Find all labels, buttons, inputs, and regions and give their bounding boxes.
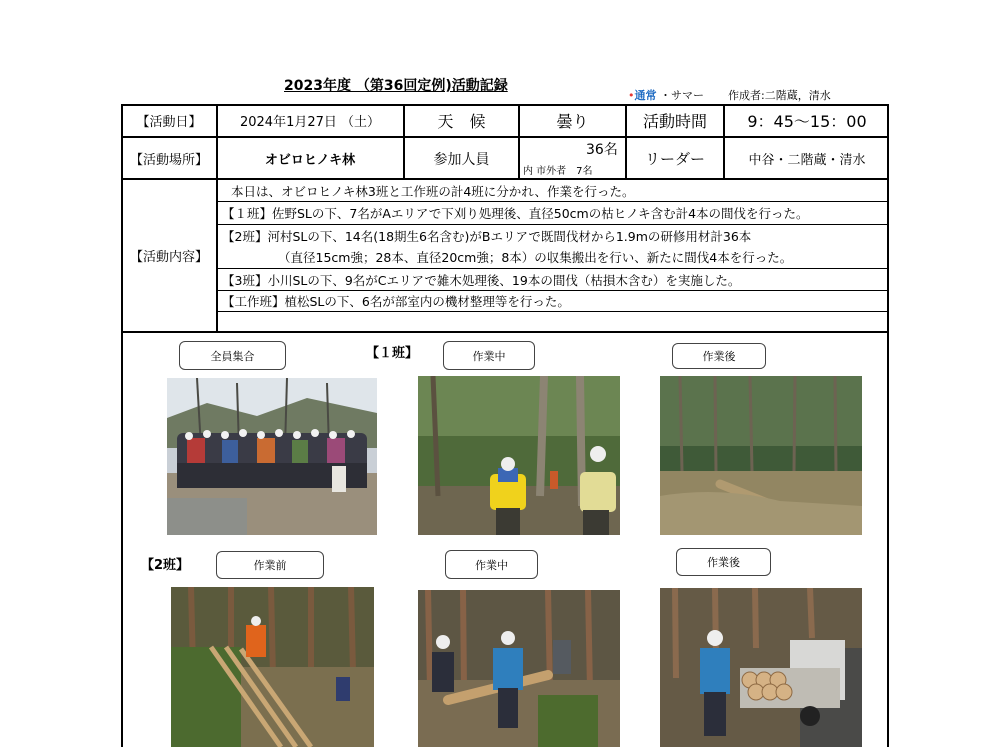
leader-label: リーダー	[644, 150, 705, 168]
activity-type-dot: •	[628, 89, 635, 102]
group1-label: 【１班】	[366, 346, 419, 361]
label-g1-after: 作業後	[672, 343, 766, 369]
label-g2-before: 作業前	[216, 551, 324, 579]
group2-label: 【2班】	[141, 558, 190, 573]
time-label: 活動時間	[642, 112, 707, 131]
photo-all-assembly	[167, 378, 377, 535]
activity-type-other: ・サマー	[660, 89, 704, 102]
content-line-3: 【2班】河村SLの下、14名(18期生6名含む)がBエリアで既間伐材から1.9mの研修用材計36本	[222, 229, 752, 244]
activity-type-selected: 通常	[634, 89, 657, 102]
content-line-4: （直径15cm強；28本、直径20cm強；8本）の収集搬出を行い、新たに間伐4本を行った。	[278, 250, 793, 265]
label-g2-during: 作業中	[445, 550, 538, 579]
content-label: 【活動内容】	[129, 250, 208, 265]
participants-sub: 内 市外者 7名	[523, 166, 593, 177]
photo-g2-during	[418, 590, 620, 747]
date-label: 【活動日】	[136, 115, 202, 130]
content-line-6: 【工作班】植松SLの下、6名が部室内の機材整理等を行った。	[222, 294, 570, 309]
photo-g2-after	[660, 588, 862, 747]
date-value: 2024年1月27日 （土）	[239, 115, 381, 130]
page-title: 2023年度 （第36回定例)活動記録	[284, 78, 508, 94]
participants-total: 36名	[586, 142, 618, 158]
content-line-2: 【１班】佐野SLの下、7名がAエリアで下刈り処理後、直径50cmの枯ヒノキ含む計4本の間伐を行った。	[222, 206, 809, 221]
place-label: 【活動場所】	[129, 153, 208, 168]
participants-label: 参加人員	[433, 151, 490, 168]
place-value: オビロヒノキ林	[264, 153, 356, 168]
leader-value: 中谷・二階蔵・清水	[748, 153, 866, 168]
author: 作成者:二階蔵，清水	[728, 89, 831, 102]
weather-label: 天 候	[437, 112, 486, 131]
content-line-1: 本日は、オビロヒノキ林3班と工作班の計4班に分かれ、作業を行った。	[231, 184, 635, 199]
photo-g2-before	[171, 587, 374, 747]
activity-type	[628, 87, 704, 103]
weather-value: 曇り	[556, 112, 589, 131]
time-value: 9：45～15：00	[747, 112, 867, 131]
photo-g1-during	[418, 376, 620, 535]
label-all-assembly: 全員集合	[179, 341, 286, 370]
content-line-5: 【3班】小川SLの下、9名がCエリアで雑木処理後、19本の間伐（枯損木含む）を実施した。	[222, 273, 741, 288]
photo-g1-after	[660, 376, 862, 535]
label-g1-during: 作業中	[443, 341, 535, 370]
label-g2-after: 作業後	[676, 548, 771, 576]
